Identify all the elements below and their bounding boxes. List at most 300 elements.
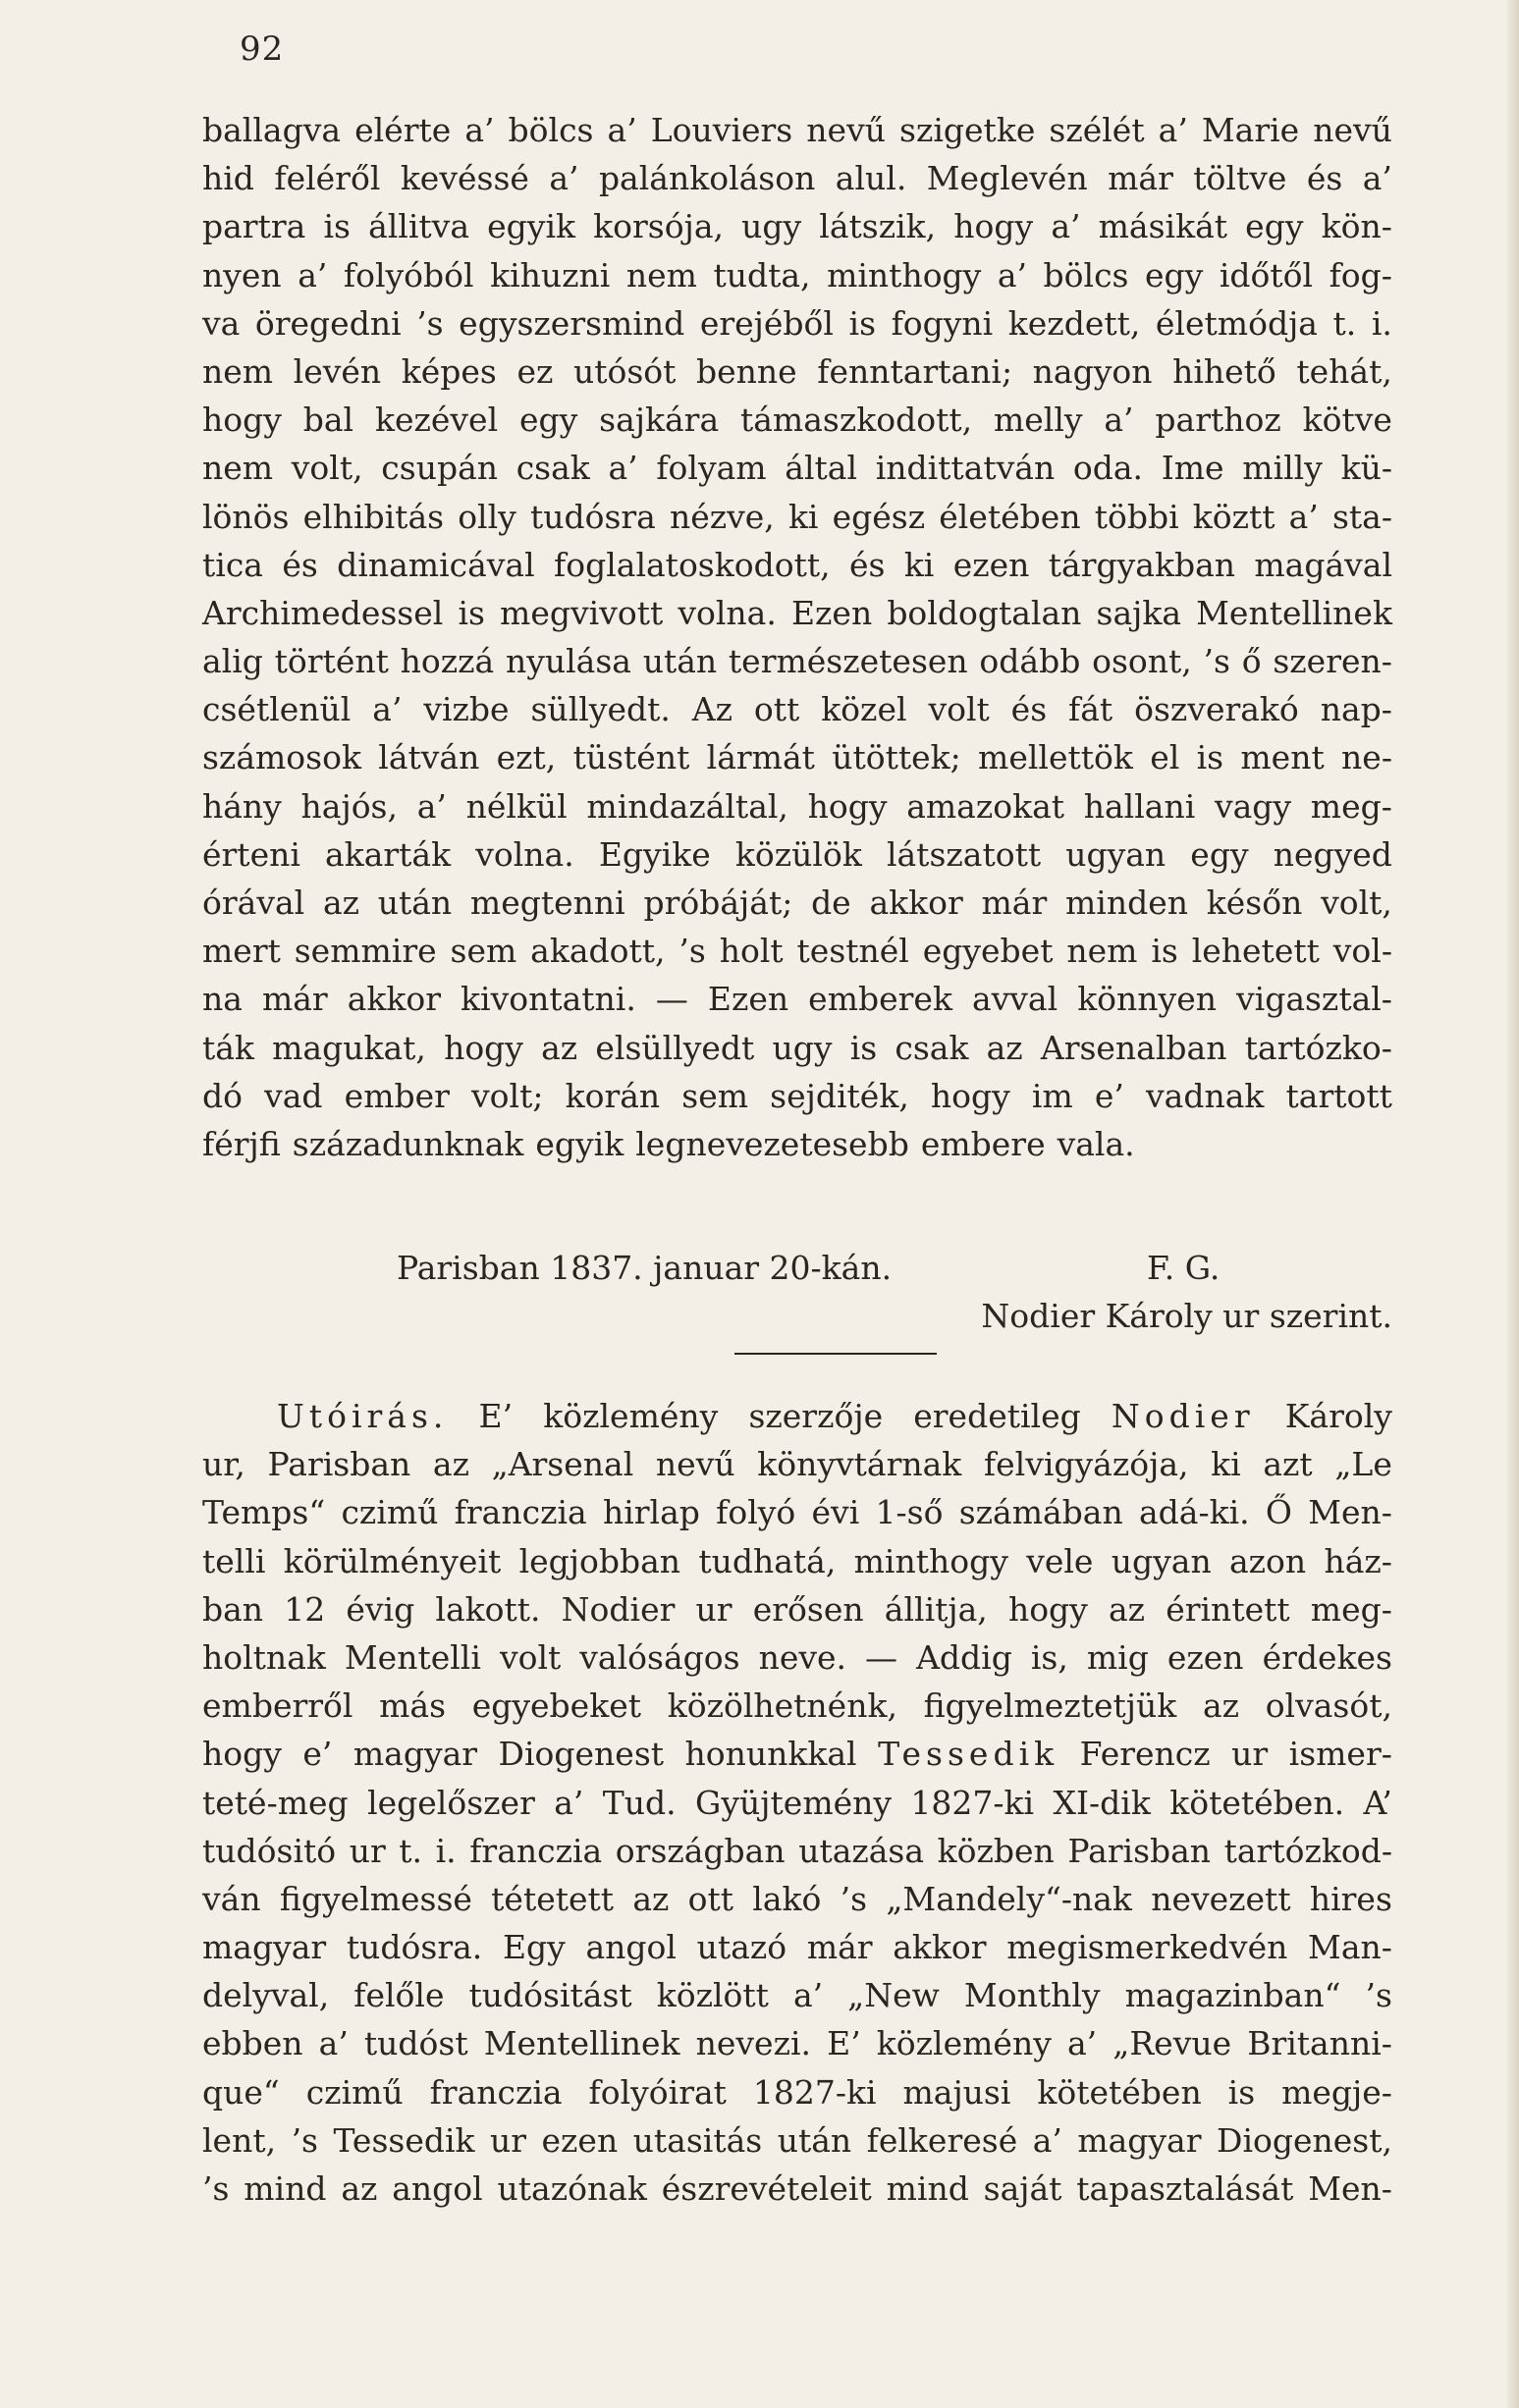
section-divider (734, 1353, 937, 1355)
word: a’ (608, 449, 638, 488)
text-line (202, 1072, 1392, 1120)
word: felkeresé (866, 2120, 1018, 2160)
word: A’ (1363, 1783, 1392, 1822)
word: oda. (1072, 449, 1144, 488)
word: körülményeit (283, 1541, 502, 1580)
word: sajkára (599, 401, 720, 440)
word: megismerkedvén (1006, 1928, 1288, 1967)
text-line (202, 879, 1392, 927)
word: mind (886, 2169, 969, 2208)
word: Meglevén (926, 159, 1088, 198)
text-line (202, 830, 1392, 879)
word: utazó (696, 1928, 787, 1967)
word: kön- (1321, 207, 1392, 246)
word: megvivott (500, 593, 664, 632)
word: már (981, 883, 1048, 922)
word: sajka (1096, 593, 1182, 632)
word: a’ (792, 1976, 824, 2015)
word: parthoz (1155, 401, 1281, 440)
word: utasitás (632, 2120, 763, 2160)
word: tárgyakban (1048, 545, 1235, 584)
word: ismer- (1288, 1735, 1392, 1774)
word: Man- (1308, 1928, 1392, 1967)
word: erősen (752, 1589, 864, 1629)
word: hogy (1007, 1589, 1088, 1629)
word: embere (920, 1124, 1046, 1163)
word: meg- (1310, 1589, 1392, 1629)
signature-initials: F. G. (1147, 1249, 1221, 1287)
text-line (202, 685, 1392, 733)
word: hogy (444, 1028, 523, 1067)
word: is (849, 1028, 878, 1067)
word: szeren- (1273, 642, 1392, 681)
word: a’ (1032, 2120, 1062, 2160)
word: Egyike (598, 834, 711, 874)
text-line (202, 202, 1392, 250)
word: másikát (1098, 207, 1228, 246)
word: folyó (716, 1493, 796, 1532)
word: közlemény (543, 1397, 719, 1435)
word: felőle (353, 1976, 445, 2015)
word: is, (1030, 1637, 1068, 1677)
word: a’ (1362, 159, 1392, 198)
word: is (458, 593, 485, 632)
word: neve. (758, 1637, 847, 1677)
text-line (202, 1875, 1392, 1923)
word: nyen (202, 255, 282, 294)
signature-place-date: Parisban 1837. januar 20-kán. (397, 1249, 893, 1287)
word: ő (1241, 642, 1262, 681)
word: melly (993, 401, 1083, 440)
word: akarták (325, 834, 452, 874)
word: lönös (202, 497, 290, 536)
word: hány (202, 786, 282, 826)
word: vad (264, 1076, 323, 1115)
word: nem (625, 255, 697, 294)
word: nyulása (505, 642, 631, 681)
word: vol- (1332, 932, 1392, 971)
word: t. (399, 1831, 423, 1870)
word: az (322, 883, 359, 922)
word: vala. (1057, 1124, 1135, 1163)
word: egyik (487, 207, 575, 246)
word: folyam (656, 449, 767, 488)
word: a’ (416, 786, 447, 826)
word: egyebeket (471, 1686, 642, 1726)
word: hogy (202, 401, 282, 440)
word: avval (971, 980, 1058, 1019)
text-line (202, 1024, 1392, 1072)
word: által (785, 449, 857, 488)
word: vizbe (423, 690, 510, 729)
word: Men- (1308, 2169, 1392, 2208)
word: ezt, (496, 738, 557, 777)
word: Arsenalban (1040, 1028, 1227, 1067)
text-line (202, 154, 1392, 202)
word: órával (202, 883, 305, 922)
word: könnyen (1077, 980, 1217, 1019)
text-line (202, 1537, 1392, 1585)
word: va (202, 303, 241, 343)
text-line (202, 1971, 1392, 2019)
text-line (202, 1827, 1392, 1875)
word: számában (958, 1493, 1123, 1532)
word: Ime (1161, 449, 1224, 488)
word: e’ (302, 1735, 333, 1774)
word: bölcs (508, 111, 594, 149)
word: partra (202, 207, 306, 246)
word: na (202, 980, 243, 1019)
word: látván (378, 738, 480, 777)
word: hallani (1083, 786, 1196, 826)
word: Nodier (1111, 1397, 1255, 1435)
word: honunkkal (684, 1735, 857, 1774)
word: egy (519, 401, 578, 440)
word: minthogy (853, 1541, 1008, 1580)
word: észrevételeit (661, 2169, 872, 2208)
word: czimű (305, 2072, 404, 2112)
word: ugyan (1065, 834, 1166, 874)
word: lármát (706, 738, 815, 777)
word: i. (435, 1831, 457, 1870)
word: ki (787, 497, 819, 536)
word: angol (392, 2169, 483, 2208)
word: magukat, (272, 1028, 426, 1067)
word: Tud. (602, 1783, 677, 1822)
word: Addig (916, 1637, 1012, 1677)
word: ott (687, 1879, 734, 1918)
word: ezen (541, 2120, 619, 2160)
word: kezdett, (1007, 303, 1141, 343)
word: férjfi (202, 1124, 281, 1163)
word: időtől (1219, 255, 1314, 294)
text-line (202, 541, 1392, 589)
word: ’s (202, 2169, 230, 2208)
word: akkor (893, 1928, 987, 1967)
word: tehát, (1296, 351, 1392, 391)
word: után (377, 883, 453, 922)
word: alig (202, 642, 263, 681)
word: ban (202, 1589, 264, 1629)
word: E’ (827, 2024, 861, 2063)
word: legelőszer (367, 1783, 535, 1822)
word: minden (1064, 883, 1188, 922)
word: és (282, 545, 318, 584)
text-line (202, 396, 1392, 444)
word: ur (490, 2120, 527, 2160)
text-line (202, 733, 1392, 781)
word: a’ (1104, 401, 1134, 440)
word: Mentellinek (1196, 593, 1392, 632)
word: volt, (291, 449, 363, 488)
word: mellettök (978, 738, 1133, 777)
word: kezével (374, 401, 499, 440)
text-line (202, 1779, 1392, 1827)
word: és (848, 545, 886, 584)
word: — (865, 1637, 898, 1677)
word: nélkül (465, 786, 568, 826)
word: adá-ki. (1138, 1493, 1250, 1532)
word: az (632, 1879, 670, 1918)
word: valóságos (579, 1637, 740, 1677)
word: Monthly (963, 1976, 1101, 2015)
text-line (202, 106, 1392, 154)
word: támaszkodott, (739, 401, 973, 440)
word: tapasztalását (1076, 2169, 1294, 2208)
main-text-block (202, 106, 1392, 1168)
word: 1-ső (875, 1493, 944, 1532)
text-line (202, 927, 1392, 975)
word: érdekes (1262, 1637, 1392, 1677)
word: nem (1066, 932, 1138, 971)
word: odább (979, 642, 1081, 681)
postscript-text-block (202, 1392, 1392, 2213)
word: tudósra (529, 497, 656, 536)
word: és (1306, 159, 1343, 198)
word: czimű (341, 1493, 439, 1532)
word: t. (1332, 303, 1357, 343)
word: vadnak (1146, 1076, 1265, 1115)
word: a’ (1158, 111, 1188, 149)
word: közel (821, 690, 907, 729)
word: tartózkod- (1223, 1831, 1392, 1870)
word: az (1108, 1589, 1146, 1629)
word: ván (202, 1879, 261, 1918)
word: boldogtalan (887, 593, 1082, 632)
word: az (341, 2169, 378, 2208)
word: közülök (734, 834, 862, 874)
word: lent, (202, 2120, 277, 2160)
word: telli (202, 1541, 266, 1580)
word: a’ (1066, 2024, 1098, 2063)
word: szerzője (748, 1397, 884, 1435)
text-line (202, 1585, 1392, 1633)
word: E’ (478, 1397, 514, 1435)
word: Gyüjtemény (695, 1783, 893, 1822)
word: Louviers (650, 111, 793, 149)
text-line (202, 1633, 1392, 1682)
word: országban (615, 1831, 786, 1870)
word: nevezett (1151, 1879, 1291, 1918)
word: levén (293, 351, 382, 391)
word: „New (847, 1976, 940, 2015)
word: állitva (368, 207, 469, 246)
page-number: 92 (240, 29, 285, 69)
word: amazokat (906, 786, 1065, 826)
text-line (202, 1923, 1392, 1971)
word: számosok (202, 738, 361, 777)
word: volt (499, 1637, 562, 1677)
word: volt; (471, 1076, 544, 1115)
word: osont, (1092, 642, 1192, 681)
word: i. (1371, 303, 1392, 343)
word: eredetileg (913, 1397, 1081, 1435)
word: im (1031, 1076, 1073, 1115)
text-line (202, 1730, 1392, 1778)
word: kihuzni (490, 255, 611, 294)
word: egy (1145, 255, 1204, 294)
word: hogy (953, 207, 1034, 246)
word: tudta, (713, 255, 811, 294)
word: ’s (291, 2120, 318, 2160)
word: semmire (294, 932, 437, 971)
word: tartózko- (1244, 1028, 1392, 1067)
word: bölcs (1043, 255, 1129, 294)
word: ugy (772, 1028, 833, 1067)
text-line (202, 1682, 1392, 1730)
word: ugy (741, 207, 802, 246)
word: későn (1206, 883, 1303, 922)
word: ütöttek; (832, 738, 961, 777)
text-line (202, 637, 1392, 685)
word: is (1227, 2072, 1256, 2112)
word: alul. (835, 159, 907, 198)
word: megtenni (469, 883, 625, 922)
word: nevű (806, 111, 886, 149)
word: nagyon (1032, 351, 1153, 391)
word: csak (895, 1028, 969, 1067)
word: Men- (1308, 1493, 1392, 1532)
word: szélét (1049, 111, 1145, 149)
word: a’ (298, 255, 328, 294)
word: ’s (840, 1879, 868, 1918)
word: ebben (202, 2024, 303, 2063)
signature-line (202, 1249, 1392, 1297)
word: szigetke (899, 111, 1036, 149)
word: ballagva (202, 111, 342, 149)
word: kötetében (1037, 2072, 1202, 2112)
word: tudóst (363, 2024, 468, 2063)
word: ment (1240, 738, 1325, 777)
word: kötetében. (1169, 1783, 1345, 1822)
word: „Le (1334, 1445, 1392, 1484)
word: fogyni (891, 303, 994, 343)
word: Ő (1265, 1493, 1292, 1532)
word: kivontatni. (461, 980, 636, 1019)
word: teté-meg (202, 1783, 349, 1822)
word: magyar (1077, 2120, 1202, 2160)
word: feléről (274, 159, 381, 198)
text-line (202, 2165, 1392, 2213)
word: nem (202, 351, 274, 391)
word: akkor (347, 980, 442, 1019)
word: e’ (1094, 1076, 1124, 1115)
word: emberek (808, 980, 952, 1019)
word: ur, (202, 1445, 245, 1484)
word: tétetett (491, 1879, 615, 1918)
word: Temps“ (202, 1493, 326, 1532)
word: tudhatá, (698, 1541, 837, 1580)
text-line (202, 1488, 1392, 1536)
word: Archimedessel (202, 593, 444, 632)
word: ezen (952, 545, 1030, 584)
word: folyóirat (588, 2072, 727, 2112)
word: Tessedik (878, 1735, 1059, 1774)
word: ur (1231, 1735, 1269, 1774)
text-line (202, 348, 1392, 396)
word: Károly (1284, 1397, 1392, 1435)
word: korsója, (593, 207, 724, 246)
word: sem (681, 1076, 749, 1115)
word: Az (691, 690, 732, 729)
word: mindazáltal, (586, 786, 788, 826)
word: volt, (1321, 883, 1392, 922)
word: már (806, 1928, 873, 1967)
text-line (202, 299, 1392, 348)
word: folyóból (343, 255, 474, 294)
word: figyelmeztetjük (923, 1686, 1177, 1726)
word: egyebet (922, 932, 1054, 971)
word: Tessedik (333, 2120, 475, 2160)
word: csupán (381, 449, 499, 488)
word: egy (1245, 207, 1304, 246)
word: az (1202, 1686, 1239, 1726)
word: vele (1026, 1541, 1094, 1580)
word: öregedni (254, 303, 402, 343)
word: már (261, 980, 328, 1019)
word: egy (1190, 834, 1249, 874)
word: hogy (930, 1076, 1010, 1115)
word: „Arsenal (491, 1445, 634, 1484)
word: mind (244, 2169, 327, 2208)
word: hid (202, 159, 254, 198)
word: legnevezetesebb (635, 1124, 909, 1163)
word: hogy (807, 786, 888, 826)
word: hirlap (602, 1493, 700, 1532)
word: az (986, 1028, 1023, 1067)
word: és (1010, 690, 1048, 729)
word: utósót (572, 351, 677, 391)
word: más (379, 1686, 447, 1726)
word: hogy (202, 1735, 282, 1774)
word: ur (695, 1589, 732, 1629)
word: nap- (1320, 690, 1392, 729)
word: hihető (1172, 351, 1276, 391)
word: Diogenest, (1216, 2120, 1392, 2160)
word: is (1151, 932, 1178, 971)
word: a’ (997, 255, 1028, 294)
word: tudósitást (468, 1976, 632, 2015)
word: a’ (318, 2024, 349, 2063)
word: lakó (752, 1879, 822, 1918)
word: a’ (1288, 497, 1319, 536)
word: a’ (464, 111, 495, 149)
word: ur (349, 1831, 386, 1870)
word: már (1108, 159, 1173, 198)
word: is (848, 303, 877, 343)
word: nem (202, 449, 274, 488)
word: benne (695, 351, 797, 391)
word: holt (719, 932, 784, 971)
word: — (655, 980, 688, 1019)
word: utazónak (497, 2169, 647, 2208)
word: egyszersmind (459, 303, 685, 343)
word: kü- (1340, 449, 1392, 488)
word: tica (202, 545, 263, 584)
word: Parisban (1067, 1831, 1212, 1870)
word: öszverakó (1134, 690, 1299, 729)
word: milly (1242, 449, 1323, 488)
word: Ezen (707, 980, 789, 1019)
word: azon (1229, 1541, 1307, 1580)
word: ki (903, 545, 935, 584)
word: figyelmessé (279, 1879, 472, 1918)
word: ez (516, 351, 554, 391)
word: csétlenül (202, 690, 352, 729)
text-line (202, 782, 1392, 830)
word: próbáját; (643, 883, 793, 922)
word: tudósitó (202, 1831, 337, 1870)
